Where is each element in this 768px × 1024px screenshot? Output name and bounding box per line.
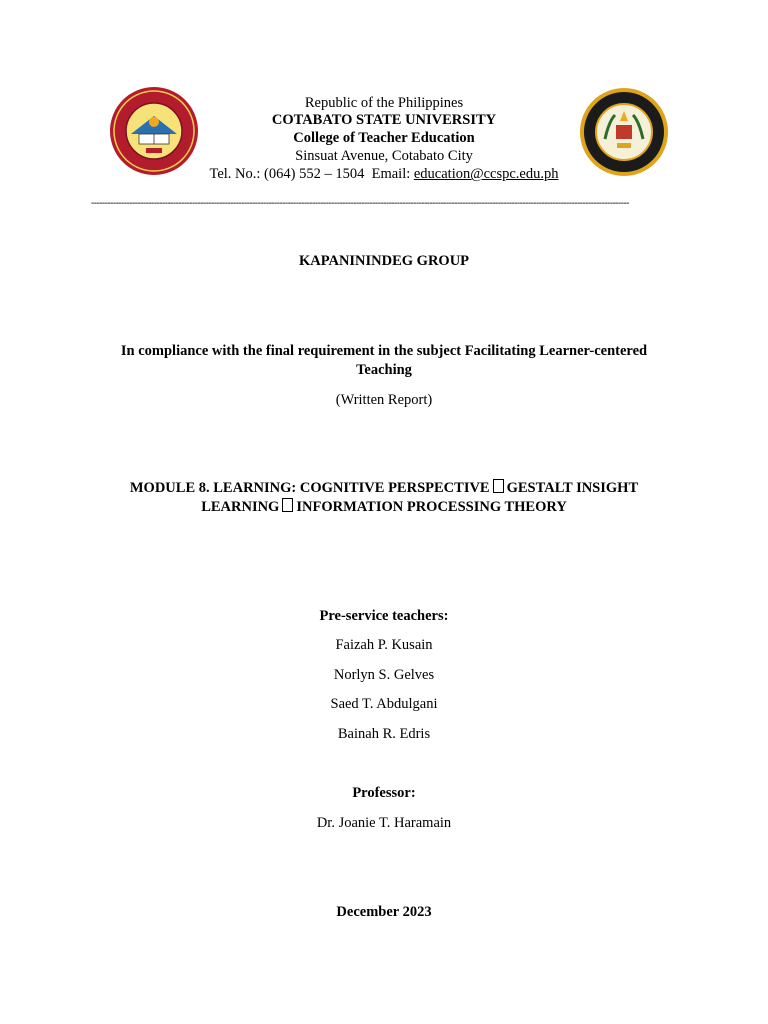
professor-name: Dr. Joanie T. Haramain <box>316 815 452 831</box>
header-address: Sinsuat Avenue, Cotabato City <box>295 148 473 164</box>
compliance-line-2: Teaching <box>356 362 412 378</box>
header-contact <box>0 165 768 183</box>
module-title-part-b: GESTALT INSIGHT <box>506 480 639 496</box>
teacher-name: Bainah R. Edris <box>337 726 431 742</box>
module-title-line-2 <box>0 497 768 517</box>
header-college: College of Teacher Education <box>293 130 475 146</box>
missing-glyph-icon <box>282 498 293 512</box>
professor-heading: Professor: <box>352 785 416 801</box>
module-title-line-1 <box>0 478 768 498</box>
teacher-name: Faizah P. Kusain <box>335 637 433 653</box>
header-divider: ----------------------------------------------------------------------------------------------------------------------------------------------------------------------------------------------------- <box>91 198 629 209</box>
preservice-heading: Pre-service teachers: <box>319 608 449 624</box>
group-name: KAPANININDEG GROUP <box>298 253 470 269</box>
email-link[interactable]: education@ccspc.edu.ph <box>413 166 559 182</box>
module-title-part-c: LEARNING <box>201 499 280 515</box>
header-university: COTABATO STATE UNIVERSITY <box>271 112 497 128</box>
document-date: December 2023 <box>336 904 432 920</box>
report-type: (Written Report) <box>335 392 433 408</box>
header-republic: Republic of the Philippines <box>304 95 464 111</box>
missing-glyph-icon <box>493 479 504 493</box>
compliance-line-1: In compliance with the final requirement in the subject Facilitating Learner-centered <box>120 343 648 359</box>
module-title-part-d: INFORMATION PROCESSING THEORY <box>296 499 567 515</box>
teacher-name: Norlyn S. Gelves <box>333 667 435 683</box>
header-telephone: Tel. No.: (064) 552 – 1504 Email: <box>209 166 414 182</box>
teacher-name: Saed T. Abdulgani <box>330 696 438 712</box>
module-title-part-a: MODULE 8. LEARNING: COGNITIVE PERSPECTIVE <box>129 480 490 496</box>
